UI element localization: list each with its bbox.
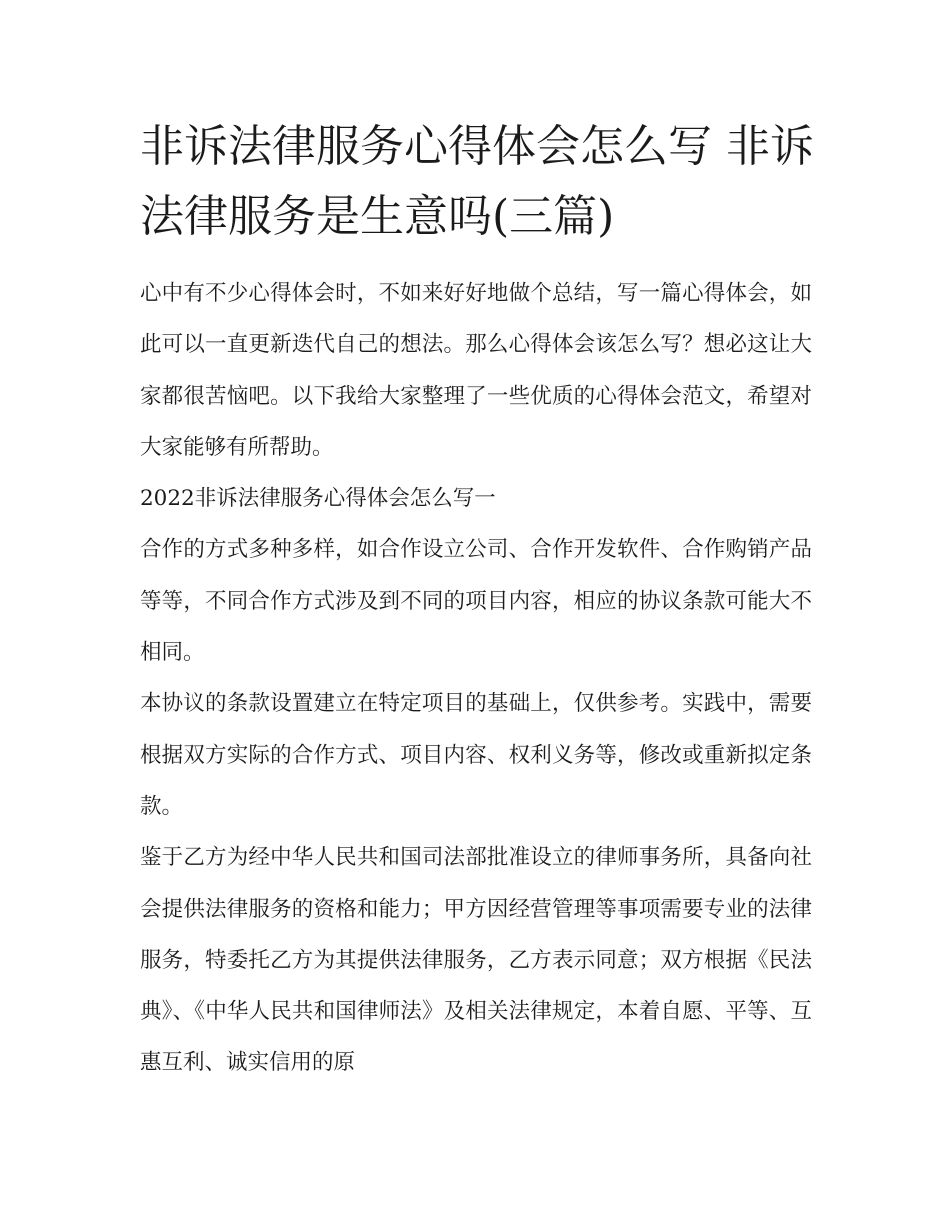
document-page — [140, 112, 812, 1089]
section-heading: 2022非诉法律服务心得体会怎么写一 — [140, 486, 496, 512]
body-paragraph-cooperation: 合作的方式多种多样，如合作设立公司、合作开发软件、合作购销产品等等，不同合作方式涉及到不同的项目内容，相应的协议条款可能大不相同。 — [140, 537, 812, 666]
document-title: 非诉法律服务心得体会怎么写 非诉法律服务是生意吗(三篇) — [140, 121, 814, 242]
document-body — [140, 268, 812, 1089]
body-paragraph-clauses: 本协议的条款设置建立在特定项目的基础上，仅供参考。实践中，需要根据双方实际的合作方式、项目内容、权利义务等，修改或重新拟定条款。 — [140, 691, 812, 819]
body-paragraph-whereas: 鉴于乙方为经中华人民共和国司法部批准设立的律师事务所，具备向社会提供法律服务的资格和能力；甲方因经营管理等事项需要专业的法律服务，特委托乙方为其提供法律服务，乙方表示同意；双方根据《民法典》、《中华人民共和国律师法》及相关法律规定，本着自愿、平等、互惠互利、诚实信用的原 — [140, 845, 812, 1076]
intro-paragraph: 心中有不少心得体会时，不如来好好地做个总结，写一篇心得体会，如此可以一直更新迭代自己的想法。那么心得体会该怎么写？想必这让大家都很苦恼吧。以下我给大家整理了一些优质的心得体会范文，希望对大家能够有所帮助。 — [140, 281, 812, 460]
